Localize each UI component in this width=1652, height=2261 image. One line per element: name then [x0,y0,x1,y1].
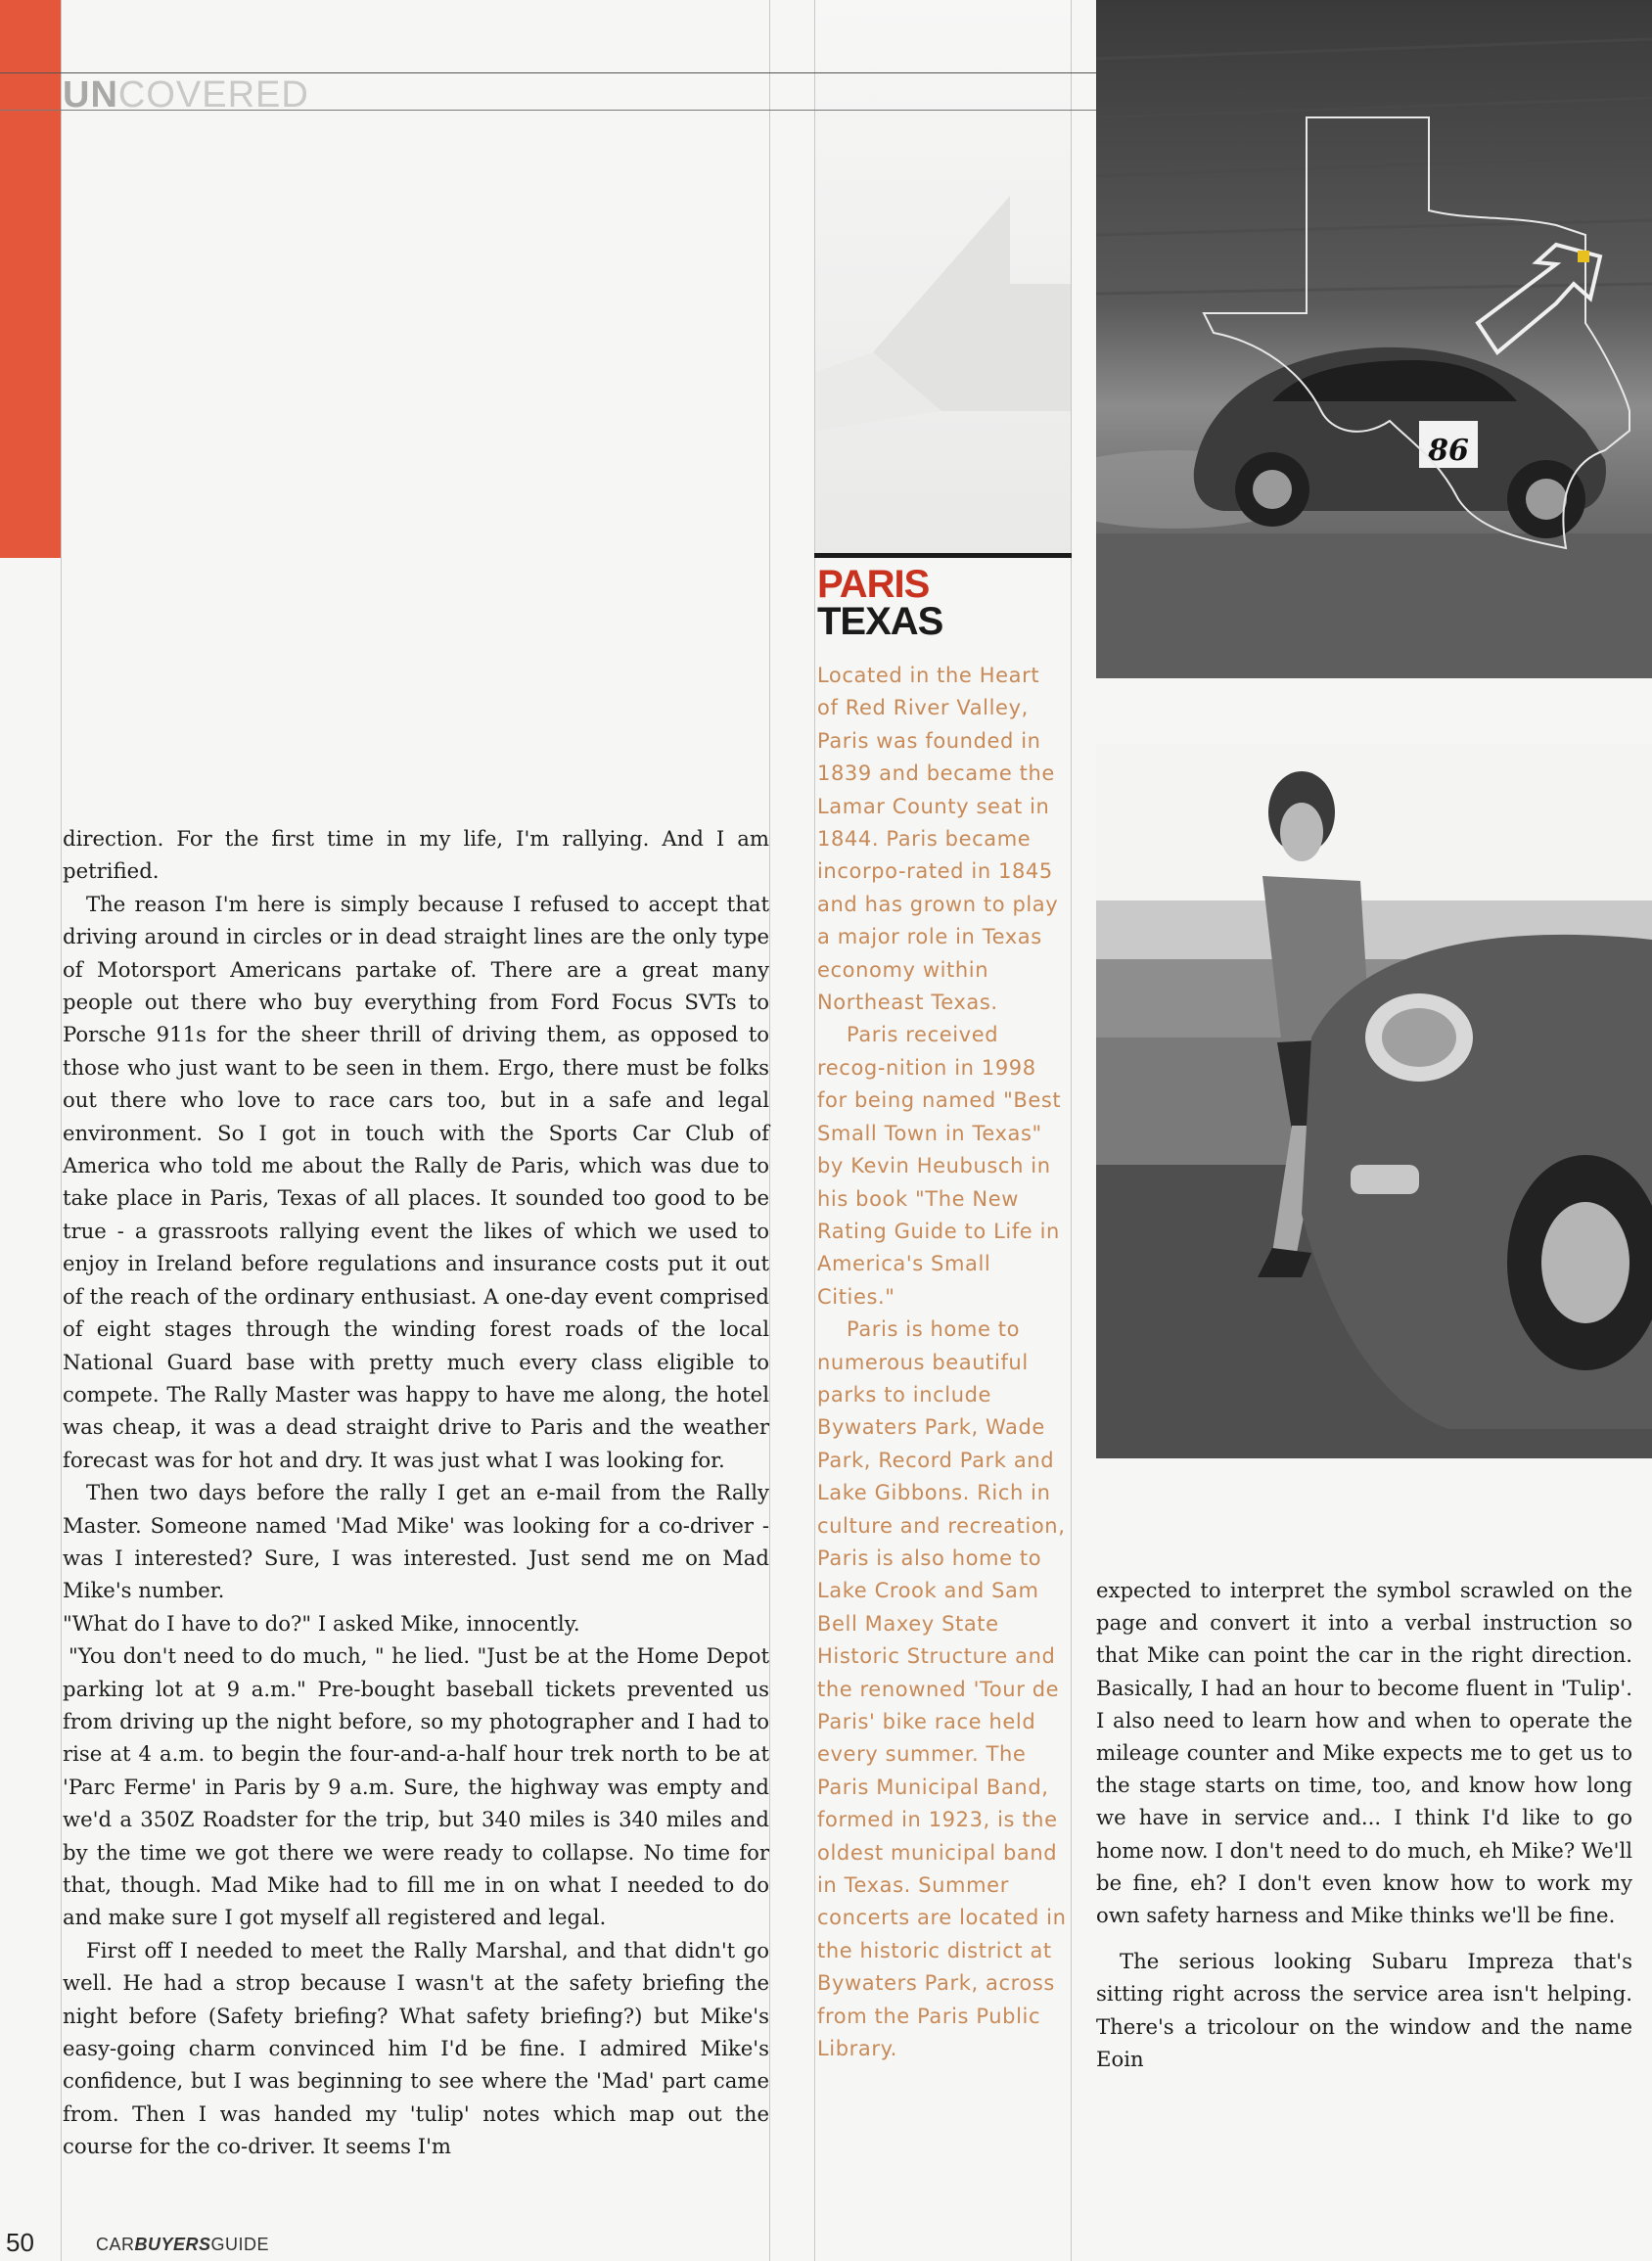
article-paragraph: First off I needed to meet the Rally Marshal, and that didn't go well. He had a strop because I wasn't at the safety briefing the night before (Safety briefing? What safety briefing?) but Mike's easy-going charm convinced him I'd be fine. I admired Mike's confidence, but I was beginning to see where the 'Mad' part came from. Then I was handed my 'tulip' notes which map out the course for the co-driver. It seems I'm [63,1937,769,2159]
sidebar-background [814,0,1072,558]
section-label-bold: UN [63,74,118,115]
column-rule-left [769,0,770,2261]
sidebar-body [817,660,1067,2065]
sidebar-title-line2: TEXAS [817,600,943,643]
header-rule-top [0,72,1096,73]
section-label-light: COVERED [117,74,309,115]
magazine-name-part1: CAR [96,2235,135,2254]
article-body [63,822,769,2163]
article-paragraph: direction. For the first time in my life, I'm rallying. And I am petrified. [63,826,769,884]
column-rule-sidebar-right [1071,0,1072,2261]
article-paragraph: "You don't need to do much, " he lied. "Just be at the Home Depot parking lot at 9 a.m." Pre-bought baseball tickets prevented us from driving up the night before, so my photographer and I had to rise at 4 a.m. to begin the four-and-a-half hour trek north to be at 'Parc Ferme' in Paris by 9 a.m. Sure, the highway was empty and we'd a 350Z Roadster for the trip, but 340 miles is 340 miles and by the time we got there we were ready to collapse. No time for that, though. Mad Mike had to fill me in on what I needed to do and make sure I got myself all registered and legal. [63,1643,769,1930]
red-edge-bar [0,0,61,558]
page-number: 50 [6,2228,34,2257]
sidebar-title-line1: PARIS [817,563,930,606]
article-paragraph: The reason I'm here is simply because I refused to accept that driving around in circles or in dead straight lines are the only type of Motorsport Americans partake of. There are a great many people out there who buy everything from Ford Focus SVTs to Porsche 911s for the sheer thrill of driving them, as opposed to those who just want to be seen in them. Ergo, there must be folks out there who love to race cars too, but in a safe and legal environment. So I got in touch with the Sports Car Club of America who told me about the Rally de Paris, which was due to take place in Paris, Texas of all places. It sounded too good to be true - a grassroots rallying event the likes of which we used to enjoy in Ireland before regulations and insurance costs put it out of the reach of the ordinary enthusiast. A one-day event comprised of eight stages through the winding forest roads of the local National Guard base with pretty much every class eligible to compete. The Rally Master was happy to have me along, the hotel was cheap, it was a dead straight drive to Paris and the weather forecast was for hot and dry. It was just what I was looking for. [63,891,769,1472]
section-label [63,74,309,116]
driver-photo [1096,744,1652,1458]
sidebar-paragraph: Paris is home to numerous beautiful parks to include Bywaters Park, Wade Park, Record Park and Lake Gibbons. Rich in culture and recreation, Paris is also home to Lake Crook and Sam Bell Maxey State Historic Structure and the renowned 'Tour de Paris' bike race held every summer. The Paris Municipal Band, formed in 1923, is the oldest municipal band in Texas. Summer concerts are located in the historic district at Bywaters Park, across from the Paris Public Library. [817,1317,1067,2061]
car-number: 86 [1428,434,1469,468]
article-continuation [1096,1574,1632,2075]
paris-marker-icon [1578,251,1589,262]
article-paragraph: "What do I have to do?" I asked Mike, innocently. [63,1610,580,1636]
column-rule-sidebar-left [814,0,815,2261]
margin-rule [61,0,62,2261]
rally-car-photo [1096,0,1652,678]
arrow-graphic-icon [814,0,1072,558]
sidebar-paragraph: Paris received recog-nition in 1998 for being named "Best Small Town in Texas" by Kevin Heubusch in his book "The New Rating Guide to Life in America's Small Cities." [817,1023,1062,1309]
sidebar-title [817,563,1072,643]
magazine-name-part2: BUYERS [134,2235,211,2254]
magazine-name-part3: GUIDE [210,2235,270,2254]
sidebar-rule [814,553,1072,558]
magazine-name [96,2235,269,2255]
article-paragraph: Then two days before the rally I get an e-mail from the Rally Master. Someone named 'Mad Mike' was looking for a co-driver - was I interested? Sure, I was interested. Just send me on Mad Mike's number. [63,1480,769,1603]
article-paragraph: The serious looking Subaru Impreza that's sitting right across the service area isn't helping. There's a tricolour on the window and the name Eoin [1096,1949,1632,2071]
article-paragraph: expected to interpret the symbol scrawled on the page and convert it into a verbal instruction so that Mike can point the car in the right direction. Basically, I had an hour to become fluent in 'Tulip'. I also need to learn how and when to operate the mileage counter and Mike expects me to get us to the stage starts on time, too, and know how long we have in service and... I think I'd like to go home now. I don't need to do much, eh Mike? We'll be fine, eh? I don't even know how to work my own safety harness and Mike thinks we'll be fine. [1096,1578,1632,1928]
sidebar-paragraph: Located in the Heart of Red River Valley, Paris was founded in 1839 and became the Lamar County seat in 1844. Paris became incorpo-rated in 1845 and has grown to play a major role in Texas economy within Northeast Texas. [817,664,1059,1015]
